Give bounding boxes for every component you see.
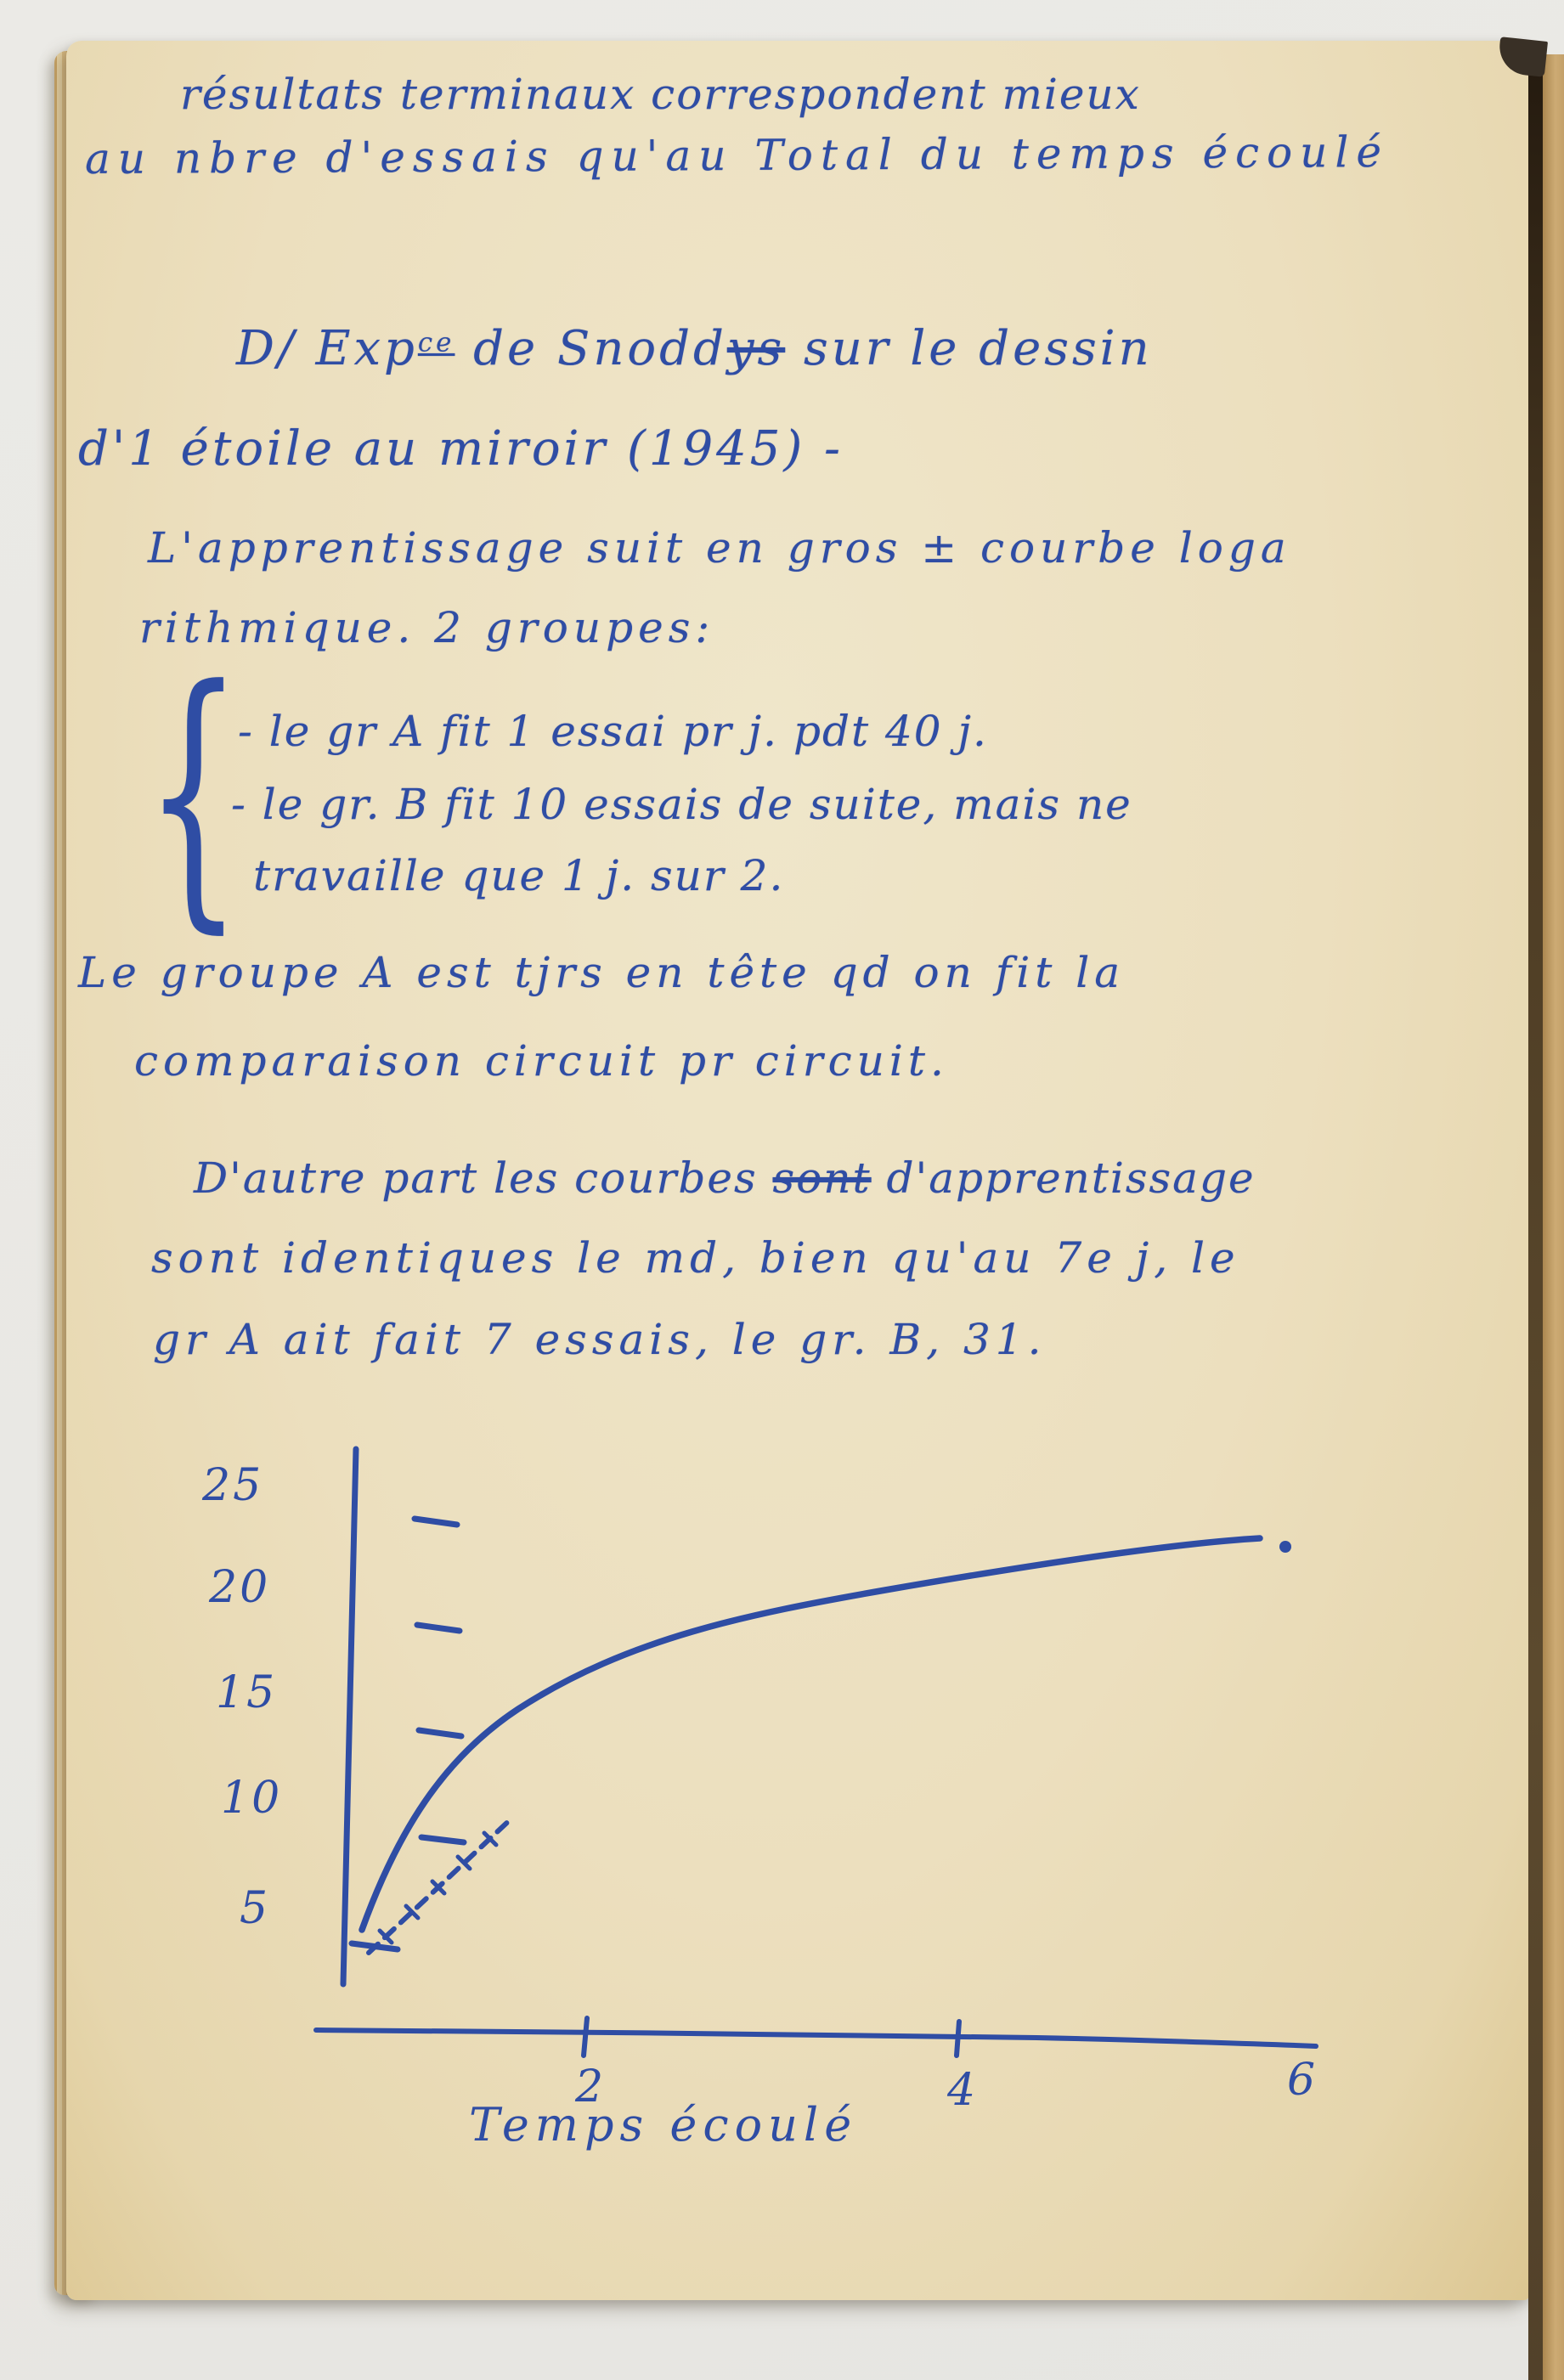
handwritten-line-11: comparaison circuit pr circuit. [134,1036,949,1086]
learning-curve-chart [170,1425,1402,2173]
line-12-pre: D'autre part les courbes [194,1153,773,1203]
book-gutter-shadow [1528,54,1543,2380]
y-tick-label-5: 5 [240,1883,271,1934]
heading-prefix: D/ [236,321,316,376]
y-tick-mark [417,1625,460,1631]
x-tick-label-6: 6 [1287,2055,1318,2106]
heading-rest1: de Snodd [455,321,727,376]
handwritten-line-4: d'1 étoile au miroir (1945) - [78,421,844,477]
handwritten-line-10: Le groupe A est tjrs en tête qd on fit la [78,948,1126,997]
x-tick-mark-4 [957,2022,959,2056]
handwritten-line-5: L'apprentissage suit en gros ± courbe loga [148,523,1291,572]
y-tick-mark [421,1837,464,1842]
group-b-item: - le gr. B fit 10 essais de suite, mais ne [231,780,1132,829]
learning-curve-path [362,1538,1260,1930]
y-tick-label-10: 10 [221,1773,283,1824]
handwritten-line-2: au nbre d'essais qu'au Total du temps écoulé [84,127,1390,184]
x-tick-mark-2 [584,2018,587,2056]
handwritten-line-13: sont identiques le md, bien qu'au 7e j, le [151,1233,1240,1283]
notebook-page [66,41,1529,2300]
x-axis-title: Temps écoulé [469,2098,858,2152]
handwritten-line-1: résultats terminaux correspondent mieux [180,70,1141,119]
y-tick-label-20: 20 [209,1562,271,1613]
x-tick-label-4: 4 [947,2065,979,2116]
y-tick-label-15: 15 [216,1667,278,1718]
curly-brace: { [144,630,243,956]
section-heading [236,321,1153,376]
line-12-struck-word: sont [772,1153,872,1203]
heading-exp: Exp [315,321,418,376]
handwritten-line-6: rithmique. 2 groupes: [139,603,715,652]
line-12-post: d'apprentissage [871,1153,1256,1203]
heading-exp-superscript: ce [417,327,455,358]
group-b-item-continued: travaille que 1 j. sur 2. [253,851,785,900]
y-tick-mark [419,1730,461,1736]
heading-scribbled-letters: ys [726,321,786,376]
x-tick-label-2: 2 [575,2061,607,2112]
curve-end-dot [1279,1541,1291,1553]
handwritten-line-14: gr A ait fait 7 essais, le gr. B, 31. [153,1315,1047,1364]
book-cover-edge [1543,54,1564,2380]
handwritten-line-12 [194,1153,1256,1203]
heading-rest2: sur le dessin [785,321,1153,376]
x-axis-line [316,2030,1316,2046]
y-tick-label-25: 25 [202,1460,264,1511]
y-axis-line [343,1449,356,1984]
y-tick-mark [415,1519,457,1525]
group-a-item: - le gr A fit 1 essai pr j. pdt 40 j. [238,707,988,756]
